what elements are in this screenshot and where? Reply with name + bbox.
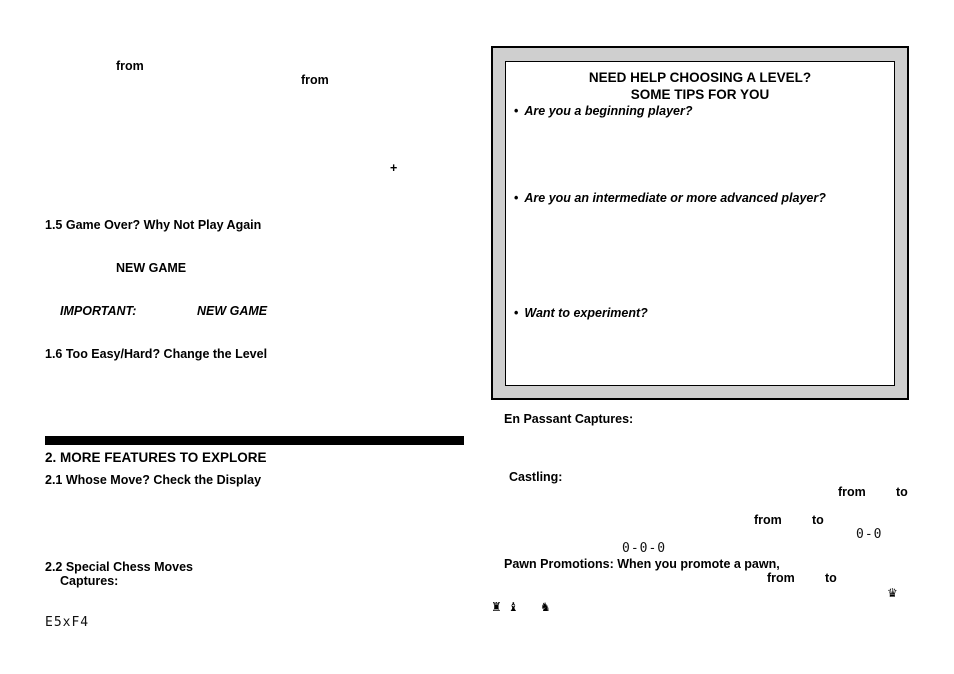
word-from: from bbox=[767, 571, 795, 585]
tip-advanced-text: Are you an intermediate or more advanced player? bbox=[524, 191, 826, 205]
pawn-promotions-heading: Pawn Promotions: When you promote a pawn, bbox=[504, 557, 780, 571]
queen-icon: ♛ bbox=[887, 586, 898, 600]
bullet-icon: • bbox=[514, 104, 519, 118]
word-from: from bbox=[754, 513, 782, 527]
lcd-display-long-castle: 0-0-0 bbox=[622, 541, 667, 556]
word-from: from bbox=[301, 73, 329, 87]
new-game-key-label: NEW GAME bbox=[116, 261, 187, 275]
plus-symbol: + bbox=[390, 161, 398, 175]
tip-beginner bbox=[514, 104, 692, 118]
section-heading-1-5: 1.5 Game Over? Why Not Play Again bbox=[45, 218, 262, 232]
tips-title-line-1: NEED HELP CHOOSING A LEVEL? bbox=[588, 70, 812, 85]
tip-beginner-text: Are you a beginning player? bbox=[524, 104, 693, 118]
section-divider-bar bbox=[45, 436, 464, 445]
word-from: from bbox=[838, 485, 866, 499]
lcd-display-capture: E5xF4 bbox=[45, 615, 90, 630]
new-game-key-label: NEW GAME bbox=[197, 304, 268, 318]
bullet-icon: • bbox=[514, 306, 519, 320]
tip-experiment-text: Want to experiment? bbox=[524, 306, 648, 320]
word-to: to bbox=[825, 571, 837, 585]
bullet-icon: • bbox=[514, 191, 519, 205]
castling-heading: Castling: bbox=[509, 470, 563, 484]
word-to: to bbox=[896, 485, 908, 499]
knight-icon: ♞ bbox=[540, 600, 551, 614]
tip-advanced bbox=[514, 191, 826, 205]
word-to: to bbox=[812, 513, 824, 527]
en-passant-heading: En Passant Captures: bbox=[504, 412, 634, 426]
tips-title-line-2: SOME TIPS FOR YOU bbox=[630, 87, 770, 102]
tip-experiment bbox=[514, 306, 648, 320]
word-from: from bbox=[116, 59, 144, 73]
chapter-heading-2: 2. MORE FEATURES TO EXPLORE bbox=[45, 450, 267, 465]
captures-label: Captures: bbox=[60, 574, 119, 588]
important-label: IMPORTANT: bbox=[60, 304, 137, 318]
bishop-icon: ♝ bbox=[508, 600, 519, 614]
section-heading-1-6: 1.6 Too Easy/Hard? Change the Level bbox=[45, 347, 268, 361]
lcd-display-short-castle: 0-0 bbox=[856, 527, 883, 542]
tips-box-frame bbox=[491, 46, 909, 400]
section-heading-2-2: 2.2 Special Chess Moves bbox=[45, 560, 193, 574]
rook-icon: ♜ bbox=[491, 600, 502, 614]
tips-box bbox=[505, 61, 895, 386]
section-heading-2-1: 2.1 Whose Move? Check the Display bbox=[45, 473, 262, 487]
